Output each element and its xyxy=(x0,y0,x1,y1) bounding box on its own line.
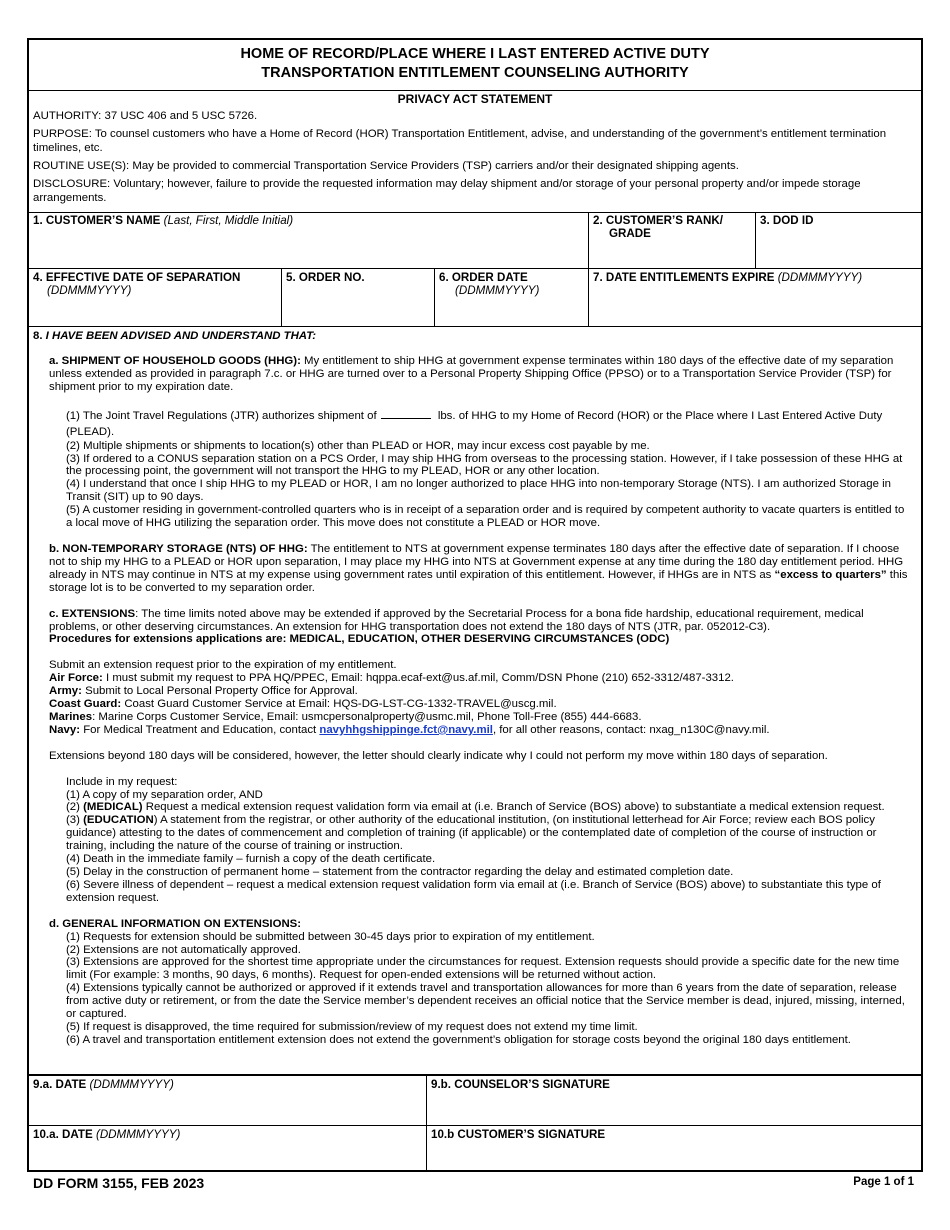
nts-paragraph xyxy=(29,543,921,595)
branch-contacts xyxy=(29,659,921,736)
section-8-title: I HAVE BEEN ADVISED AND UNDERSTAND THAT: xyxy=(45,330,317,342)
general-info-title-text: d. GENERAL INFORMATION ON EXTENSIONS: xyxy=(49,917,302,930)
hhg-item-3: (3) If ordered to a CONUS separation station on a PCS Order, I may ship HHG from overseas to the processing station. However, if I take possession of these HHG at the processing point, the government will not transport the HHG to my PLEAD, HOR or any other location. xyxy=(66,452,903,478)
counseling-date-hint: (DDMMMYYYY) xyxy=(89,1078,174,1091)
general-info-item-2: (2) Extensions are not automatically approved. xyxy=(66,943,301,956)
navy-post: , for all other reasons, contact: nxag_n130C@navy.mil. xyxy=(492,723,770,736)
general-info-title xyxy=(49,918,913,931)
nts-title: b. NON-TEMPORARY STORAGE (NTS) OF HHG: xyxy=(49,542,308,555)
include-item-5: (5) Delay in the construction of permanent home – statement from the contractor regarding the delay and estimated completion date. xyxy=(66,866,734,878)
privacy-title: PRIVACY ACT STATEMENT xyxy=(397,92,553,106)
hhg-text: My entitlement to ship HHG at government expense terminates within 180 days of the effective date of my separation unless extended as provided in paragraph 7.c. or HHG are turned over to a Personal Property Shipping Office (PPSO) or to a Transportation Service Provider (TSP) for shipment prior to my expiration date. xyxy=(49,354,894,393)
section-8 xyxy=(29,327,921,1074)
submit-note: Submit an extension request prior to the expiration of my entitlement. xyxy=(49,659,397,672)
include-item-2-medical: (MEDICAL) xyxy=(83,801,143,814)
separation-date-label: 4. EFFECTIVE DATE OF SEPARATION xyxy=(33,271,241,284)
nts-tail: this storage lot is to be converted to my separation order. xyxy=(49,568,908,594)
order-number-field[interactable] xyxy=(282,269,435,326)
include-item-3-text: ) A statement from the registrar, or other authority of the educational institution, (on institutional letterhead for Air Force; review each BOS policy guidance) attesting to the dates of commencement and completion of training (if applicable) or the contemplated date of completion of the course of instruction or training, including the nature of the course of training or instruction. xyxy=(66,814,877,853)
army-text: Submit to Local Personal Property Office for Approval. xyxy=(85,685,358,698)
customer-date-field[interactable] xyxy=(29,1126,426,1172)
beyond-180-note: Extensions beyond 180 days will be considered, however, the letter should clearly indicate why I could not perform my move within 180 days of separation. xyxy=(49,749,828,762)
separation-date-hint: (DDMMMYYYY) xyxy=(47,284,132,297)
include-item-3-education: (EDUCATION xyxy=(83,814,154,827)
request-includes xyxy=(29,776,921,905)
customer-signature-field[interactable] xyxy=(427,1126,921,1172)
customer-name-label: 1. CUSTOMER’S NAME xyxy=(33,214,161,227)
separation-date-field[interactable] xyxy=(29,269,281,326)
customer-date-label: 10.a. DATE xyxy=(33,1128,93,1141)
counselor-signature-field[interactable] xyxy=(427,1076,921,1125)
contact-army xyxy=(49,685,913,698)
hhg-item-5: (5) A customer residing in government-controlled quarters who is in receipt of a separation order and is required by competent authority to vacate quarters is entitled to a local move of HHG utilizing the separation order. This move does not constitute a PLEAD or HOR move. xyxy=(66,504,905,530)
include-heading: Include in my request: xyxy=(66,775,178,788)
marines-label: Marines xyxy=(49,710,93,723)
grade-label: GRADE xyxy=(609,227,651,240)
hhg-title: a. SHIPMENT OF HOUSEHOLD GOODS (HHG): xyxy=(49,354,301,367)
contact-air-force xyxy=(49,672,913,685)
order-date-label: 6. ORDER DATE xyxy=(439,271,528,284)
counseling-date-field[interactable] xyxy=(29,1076,426,1125)
army-label: Army: xyxy=(49,685,82,698)
rank-grade-field[interactable] xyxy=(589,212,755,268)
form-id: DD FORM 3155, FEB 2023 xyxy=(33,1175,205,1191)
form-header xyxy=(29,40,921,91)
hhg-item-1-post: lbs. of HHG to my Home of Record (HOR) or the Place where I Last Entered Active Duty (PLEAD). xyxy=(66,409,883,438)
extensions-procedures: Procedures for extensions applications are: MEDICAL, EDUCATION, OTHER DESERVING CIRCUMSTANCES (ODC) xyxy=(49,633,670,646)
nts-excess-to-quarters: “excess to quarters” xyxy=(774,568,887,581)
section-8-heading xyxy=(29,327,921,343)
nts-text: The entitlement to NTS at government expense terminates 180 days after the effective date of separation. If I choose not to ship my HHG to a PLEAD or HOR upon separation, I may place my HHG into NTS at Government expense at any time during the 180 day entitlement period. HHG already in NTS may continue in NTS at my expense using government rates until expiration of this entitlement. However, if HHGs are in NTS as xyxy=(49,542,904,581)
include-item-2-text: Request a medical extension request validation form via email at (i.e. Branch of Service (BOS) above) to substantiate a medical extension request. xyxy=(145,801,885,814)
order-date-field[interactable] xyxy=(435,269,588,326)
dod-id-field[interactable] xyxy=(756,212,921,268)
navy-label: Navy: xyxy=(49,723,81,736)
contact-coast-guard xyxy=(49,698,913,711)
include-item-2-num: (2) xyxy=(66,801,80,814)
section-8-number: 8. xyxy=(33,330,43,342)
weight-lbs-input[interactable] xyxy=(381,408,431,419)
privacy-purpose: PURPOSE: To counsel customers who have a Home of Record (HOR) Transportation Entitlement, advise, and understanding of the government’s entitlement termination timelines, etc. xyxy=(33,128,887,154)
hhg-item-4: (4) I understand that once I ship HHG to my PLEAD or HOR, I am no longer authorized to place HHG into non-temporary Storage (NTS). I am authorized Storage in Transit (SIT) up to 90 days. xyxy=(66,478,891,504)
customer-date-hint: (DDMMMYYYY) xyxy=(95,1128,181,1141)
general-info-item-5: (5) If request is disapproved, the time required for submission/review of my request does not extend my time limit. xyxy=(66,1020,638,1033)
general-info-item-3: (3) Extensions are approved for the shortest time appropriate under the circumstances for request. Extension requests should provide a specific date for the new time limit (For example: 3 months, 90 days, 6 months). Request for open-ended extensions will be returned without action. xyxy=(66,956,900,982)
include-item-3-num: (3) xyxy=(66,814,80,827)
privacy-act-statement xyxy=(29,90,921,213)
customer-signature-label: 10.b CUSTOMER’S SIGNATURE xyxy=(431,1128,606,1141)
order-date-hint: (DDMMMYYYY) xyxy=(455,284,540,297)
general-info-list xyxy=(49,931,913,1047)
entitlements-expire-label: 7. DATE ENTITLEMENTS EXPIRE xyxy=(593,271,775,284)
general-info-item-4: (4) Extensions typically cannot be authorized or approved if it extends travel and transportation allowances for more than 6 years from the date of separation, release from active duty or retirement, or from the date the Service member’s dependent receives an official notice that the Service member is dead, injured, missing, interned, or captured. xyxy=(66,982,905,1021)
coast-guard-label: Coast Guard: xyxy=(49,698,122,711)
marines-text: : Marine Corps Customer Service, Email: usmcpersonalproperty@usmc.mil, Phone Toll-Free (855) 444-6683. xyxy=(92,710,642,723)
navy-email-link[interactable]: navyhhgshippinge.fct@navy.mil xyxy=(319,723,493,736)
general-info xyxy=(29,918,921,1047)
navy-pre: For Medical Treatment and Education, contact xyxy=(83,723,317,736)
order-number-label: 5. ORDER NO. xyxy=(286,271,365,284)
entitlements-expire-field[interactable] xyxy=(589,269,921,326)
hhg-item-1 xyxy=(66,408,913,440)
counselor-signature-label: 9.b. COUNSELOR’S SIGNATURE xyxy=(431,1078,610,1091)
customer-name-hint: (Last, First, Middle Initial) xyxy=(163,214,294,227)
hhg-list xyxy=(29,408,921,530)
air-force-text: I must submit my request to PPA HQ/PPEC, Email: hqppa.ecaf-ext@us.af.mil, Comm/DSN Phone (210) 652-3312/487-3312. xyxy=(105,672,734,685)
include-item-6: (6) Severe illness of dependent – request a medical extension request validation form via email at (i.e. Branch of Service (BOS) above) to substantiate this type of extension request. xyxy=(66,878,881,904)
hhg-item-1-pre: (1) The Joint Travel Regulations (JTR) authorizes shipment of xyxy=(66,409,377,422)
contact-navy xyxy=(49,724,913,737)
extensions-title: c. EXTENSIONS xyxy=(49,607,136,620)
form-title-line2: TRANSPORTATION ENTITLEMENT COUNSELING AUTHORITY xyxy=(261,65,689,81)
counseling-date-label: 9.a. DATE xyxy=(33,1078,87,1091)
dod-id-label: 3. DOD ID xyxy=(760,214,814,227)
hhg-item-2: (2) Multiple shipments or shipments to location(s) other than PLEAD or HOR, may incur excess cost payable by me. xyxy=(66,439,650,452)
rank-label: 2. CUSTOMER’S RANK/ xyxy=(593,214,723,227)
extensions-paragraph xyxy=(29,608,921,647)
coast-guard-text: Coast Guard Customer Service at Email: HQS-DG-LST-CG-1332-TRAVEL@uscg.mil. xyxy=(124,698,557,711)
air-force-label: Air Force: xyxy=(49,672,103,685)
extensions-text: : The time limits noted above may be extended if approved by the Secretarial Process for a bona fide hardship, educational requirement, medical problems, or other deserving circumstances. An extension for HHG transportation does not extend the 180 days of NTS (JTR, par. 052012-C3). xyxy=(49,607,864,633)
include-item-3 xyxy=(66,814,913,853)
hhg-paragraph xyxy=(29,355,921,394)
customer-name-field[interactable] xyxy=(29,212,588,268)
contact-marines xyxy=(49,711,913,724)
form-title-line1: HOME OF RECORD/PLACE WHERE I LAST ENTERED ACTIVE DUTY xyxy=(240,46,710,62)
privacy-routine-use: ROUTINE USE(S): May be provided to commercial Transportation Service Providers (TSP) carriers and/or their designated shipping agents. xyxy=(33,160,739,172)
include-item-2 xyxy=(66,801,913,814)
general-info-item-6: (6) A travel and transportation entitlement extension does not extend the government’s obligation for storage costs beyond the original 180 days entitlement. xyxy=(66,1033,851,1046)
form-frame xyxy=(27,38,923,1172)
entitlements-expire-hint: (DDMMMYYYY) xyxy=(777,271,863,284)
general-info-item-1: (1) Requests for extension should be submitted between 30-45 days prior to expiration of my entitlement. xyxy=(66,930,595,943)
include-item-1: (1) A copy of my separation order, AND xyxy=(66,788,263,801)
privacy-disclosure: DISCLOSURE: Voluntary; however, failure to provide the requested information may delay shipment and/or storage of your personal property and/or impede storage arrangements. xyxy=(33,178,861,204)
include-item-4: (4) Death in the immediate family – furnish a copy of the death certificate. xyxy=(66,853,436,866)
page-number: Page 1 of 1 xyxy=(853,1176,914,1188)
privacy-authority: AUTHORITY: 37 USC 406 and 5 USC 5726. xyxy=(33,110,258,122)
